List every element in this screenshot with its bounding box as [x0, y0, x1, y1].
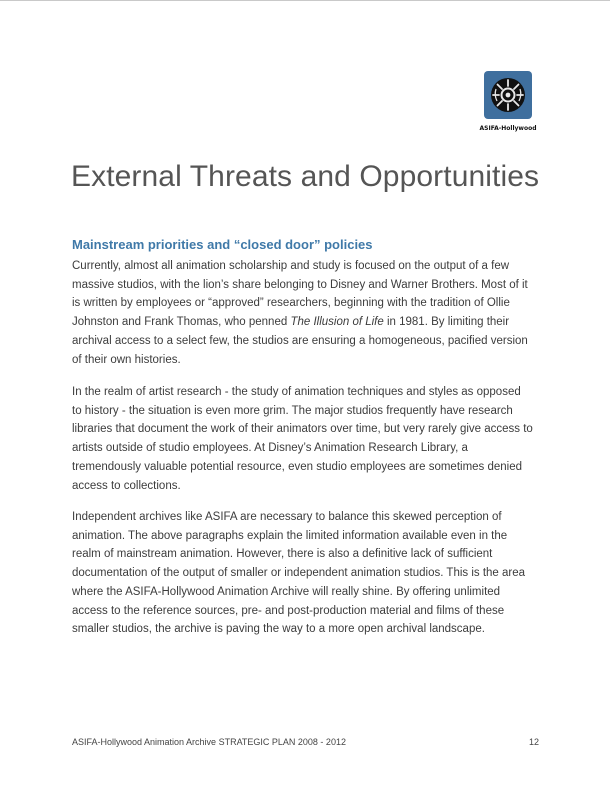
book-title: The Illusion of Life: [290, 316, 384, 329]
asifa-logo: [484, 71, 532, 119]
paragraph-line: libraries that document the work of their animators over time, but very rarely give access to: [72, 423, 533, 436]
logo-block: [479, 71, 537, 132]
logo-caption: ASIFA-Hollywood: [479, 125, 537, 132]
paragraph-line: where the ASIFA-Hollywood Animation Archive will really shine. By offering unlimited: [72, 585, 501, 598]
paragraph-line: tremendously valuable potential resource, even studio employees are sometimes denied: [72, 460, 523, 473]
paragraph-line: artists outside of studio employees. At Disney’s Animation Research Library, a: [72, 442, 468, 455]
paragraph-1: [72, 257, 547, 369]
top-rule: [0, 0, 610, 1]
paragraph-line: Currently, almost all animation scholarship and study is focused on the output of a few: [72, 260, 510, 272]
footer-title: ASIFA-Hollywood Animation Archive STRATEGIC PLAN 2008 - 2012: [72, 737, 346, 747]
paragraph-line: archival access to a select few, the studios are ensuring a homogeneous, pacified version: [72, 334, 528, 347]
paragraph-line: documentation of the output of smaller or independent animation studios. This is the area: [72, 567, 526, 580]
paragraph-line: realm of mainstream animation. However, there is also a definitive lack of sufficient: [72, 548, 493, 561]
page-title: External Threats and Opportunities: [71, 160, 540, 193]
paragraph-line: massive studios, with the lion’s share belonging to Disney and Warner Brothers. Most of it: [72, 278, 528, 291]
text-segment: in 1981. By limiting their: [383, 316, 510, 329]
paragraph-line: access to collections.: [72, 479, 181, 492]
paragraph-line: Independent archives like ASIFA are necessary to balance this skewed perception of: [72, 511, 502, 523]
paragraph-line: In the realm of artist research - the study of animation techniques and styles as opposed: [72, 386, 521, 398]
paragraph-line: of their own histories.: [72, 353, 181, 366]
paragraph-line: [72, 313, 547, 332]
paragraph-2: [72, 383, 547, 495]
paragraph-3: [72, 508, 547, 639]
paragraph-line: to history - the situation is even more grim. The major studios frequently have research: [72, 404, 513, 417]
paragraph-line: access to the reference sources, pre- and post-production material and films of these: [72, 604, 505, 617]
paragraph-line: smaller studios, the archive is paving the way to a more open archival landscape.: [72, 623, 485, 636]
asifa-emblem-icon: [488, 75, 528, 115]
paragraph-line: animation. The above paragraphs explain the limited information available even in the: [72, 529, 508, 542]
paragraph-line: is written by employees or “approved” researchers, beginning with the tradition of Ollie: [72, 297, 510, 310]
section-heading: Mainstream priorities and “closed door” policies: [72, 237, 373, 252]
text-segment: Johnston and Frank Thomas, who penned: [72, 316, 291, 329]
page-number: 12: [529, 737, 540, 747]
